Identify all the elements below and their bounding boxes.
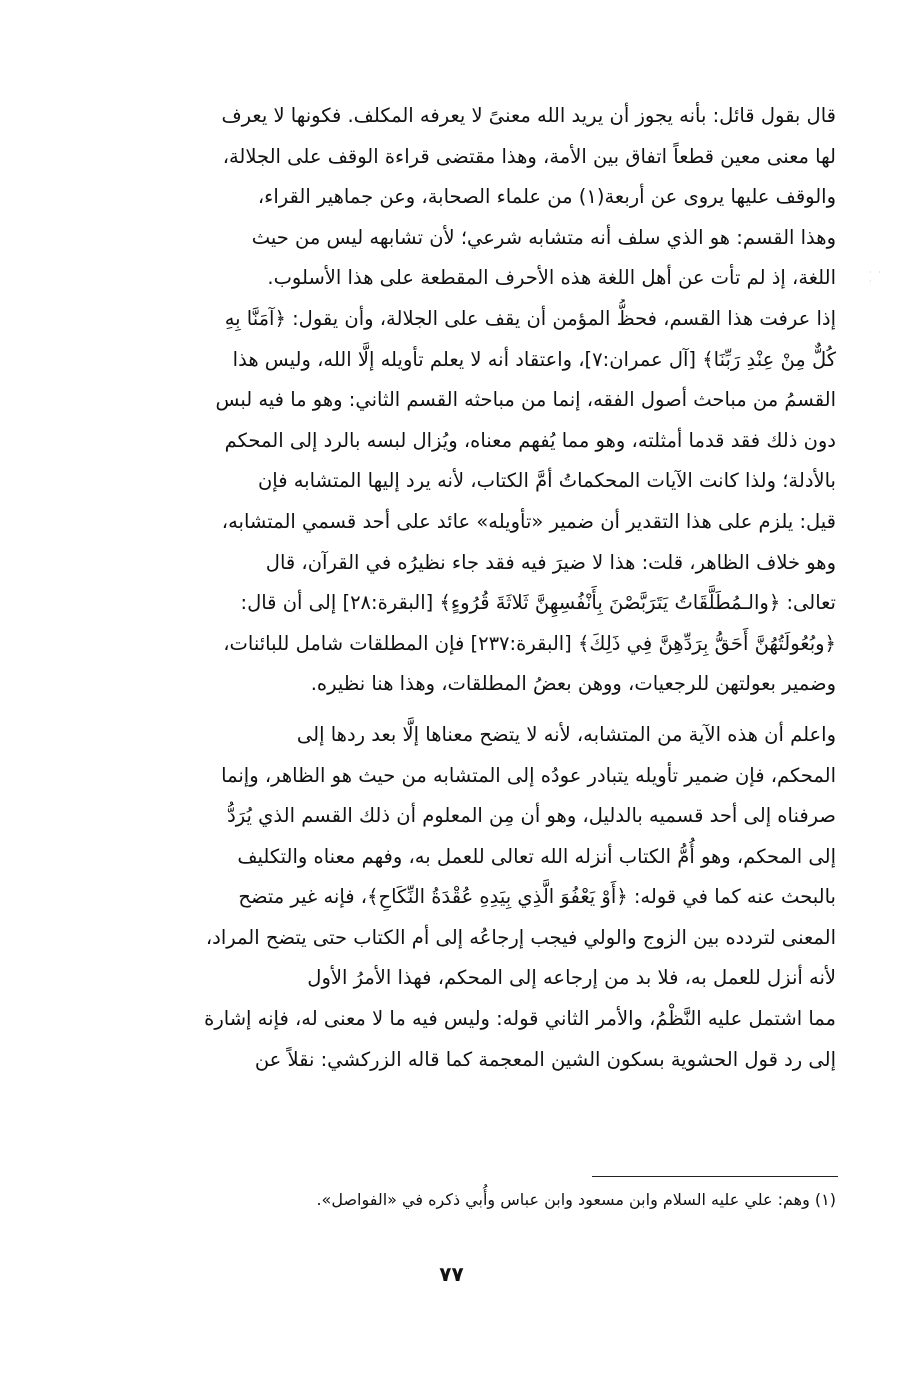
text-line: كُلٌّ مِنْ عِنْدِ رَبِّنَا﴾ [آل عمران:٧]، واعتقاد أنه لا يعلم تأويله إلَّا الله، وليس هذا <box>232 347 836 371</box>
text-line: والوقف عليها يروى عن أربعة(١) من علماء الصحابة، وعن جماهير القراء، <box>257 185 836 209</box>
text-line: قال بقول قائل: بأنه يجوز أن يريد الله معنىً لا يعرفه المكلف. فكونها لا يعرف <box>221 104 836 127</box>
footnote: (١) وهم: علي عليه السلام وابن مسعود وابن عباس وأُبي ذكره في «الفواصل». <box>316 1190 836 1209</box>
page-number: ٧٧ <box>439 1262 464 1286</box>
text-line: بالبحث عنه كما في قوله: ﴿أَوْ يَعْفُوَ الَّذِي بِيَدِهِ عُقْدَةُ النِّكَاحِ﴾، فإنه غير متضح <box>238 885 836 909</box>
text-line: إلى رد قول الحشوية بسكون الشين المعجمة كما قاله الزركشي: نقلاً عن <box>254 1047 836 1071</box>
text-line: بالأدلة؛ ولذا كانت الآيات المحكماتُ أمَّ الكتاب، لأنه يرد إليها المتشابه فإن <box>257 469 836 493</box>
margin-artifact: · · · <box>869 268 883 286</box>
text-line: واعلم أن هذه الآية من المتشابه، لأنه لا يتضح معناها إلَّا بعد ردها إلى <box>296 722 836 746</box>
paragraph-2 <box>128 715 836 1080</box>
text-line: تعالى: ﴿والـمُطَلَّقَاتُ يَتَرَبَّصْنَ بِأَنْفُسِهِنَّ ثَلاثَةَ قُرُوءٍ﴾ [البقرة:٢٨] إلى أن قال: <box>240 591 836 615</box>
main-text <box>128 96 836 1080</box>
text-line: وضمير بعولتهن للرجعيات، ووهن بعضُ المطلقات، وهذا هنا نظيره. <box>310 672 836 696</box>
text-line: وهو خلاف الظاهر، قلت: هذا لا ضيرَ فيه فقد جاء نظيرُه في القرآن، قال <box>265 550 836 574</box>
text-line: لها معنى معين قطعاً اتفاق بين الأمة، وهذا مقتضى قراءة الوقف على الجلالة، <box>222 144 836 168</box>
text-line: المعنى لتردده بين الزوج والولي فيجب إرجاعُه إلى أم الكتاب حتى يتضح المراد، <box>205 925 836 949</box>
text-line: لأنه أنزل للعمل به، فلا بد من إرجاعه إلى المحكم، فهذا الأمرُ الأول <box>307 966 836 990</box>
text-line: اللغة، إذ لم تأت عن أهل اللغة هذه الأحرف المقطعة على هذا الأسلوب. <box>267 266 836 290</box>
footnote-divider <box>592 1176 838 1177</box>
text-line: المحكم، فإن ضمير تأويله يتبادر عودُه إلى المتشابه من حيث هو الظاهر، وإنما <box>221 763 836 787</box>
text-line: مما اشتمل عليه النَّظْمُ، والأمر الثاني قوله: وليس فيه ما لا معنى له، فإنه إشارة <box>204 1007 836 1031</box>
paragraph-1 <box>128 96 836 705</box>
text-line: القسمُ من مباحث أصول الفقه، إنما من مباحثه القسم الثاني: وهو ما فيه لبس <box>215 388 836 412</box>
text-line: إذا عرفت هذا القسم، فحظُّ المؤمن أن يقف على الجلالة، وأن يقول: ﴿آمَنَّا بِهِ <box>224 306 836 330</box>
text-line: دون ذلك فقد قدما أمثلته، وهو مما يُفهم معناه، ويُزال لبسه بالرد إلى المحكم <box>224 428 836 452</box>
text-line: إلى المحكم، وهو أُمُّ الكتاب أنزله الله تعالى للعمل به، وفهم معناه والتكليف <box>237 844 836 868</box>
text-line: قيل: يلزم على هذا التقدير أن ضمير «تأويله» عائد على أحد قسمي المتشابه، <box>221 509 836 533</box>
text-line: ﴿وبُعُولَتُهُنَّ أَحَقُّ بِرَدِّهِنَّ فِي ذَلِكَ﴾ [البقرة:٢٣٧] فإن المطلقات شامل للبائنات، <box>223 631 836 655</box>
text-line: وهذا القسم: هو الذي سلف أنه متشابه شرعي؛ لأن تشابهه ليس من حيث <box>251 225 836 249</box>
text-line: صرفناه إلى أحد قسميه بالدليل، وهو أن مِن المعلوم أن ذلك القسم الذي يُرَدُّ <box>227 804 836 828</box>
